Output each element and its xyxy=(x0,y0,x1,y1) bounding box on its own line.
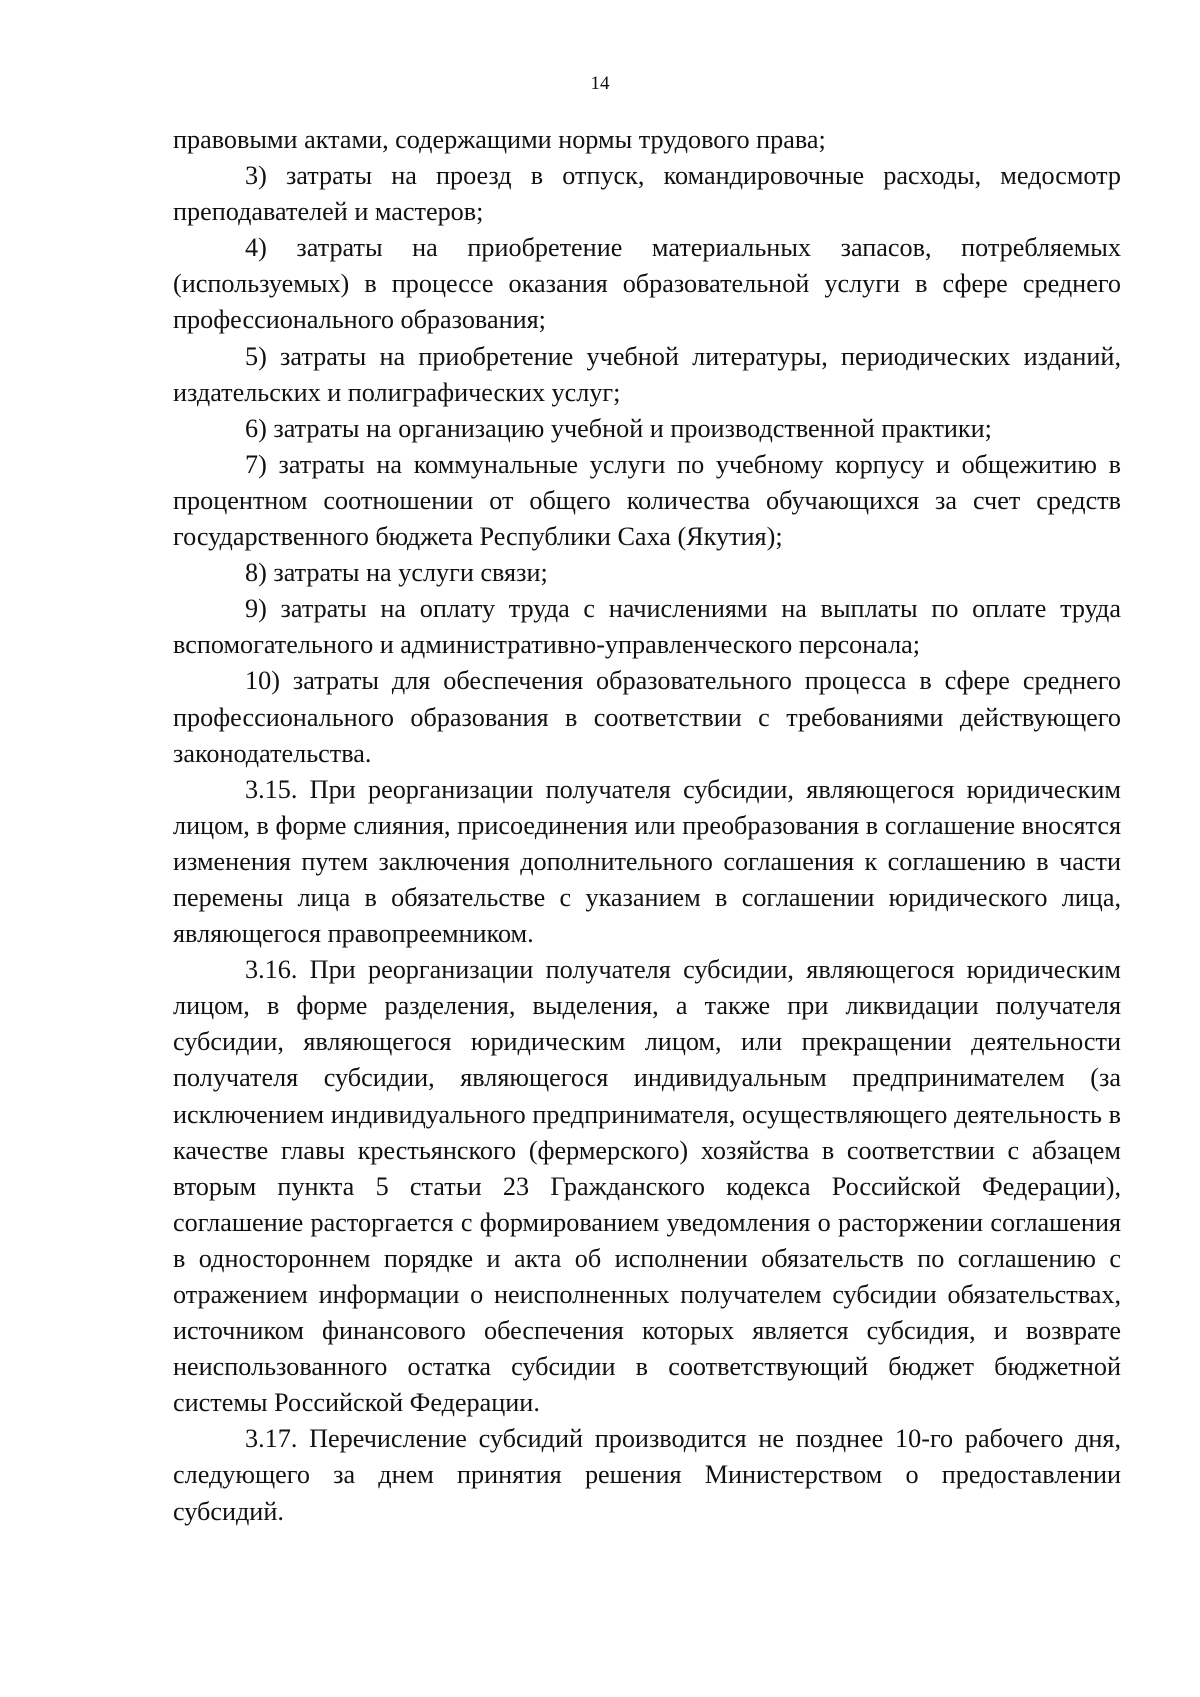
list-item-8: 8) затраты на услуги связи; xyxy=(245,558,548,588)
list-item-4: 4) затраты на приобретение материальных запасов, потребляемых (используемых) в процессе оказания образовательной услуги в сфере среднего профессионального образования; xyxy=(173,233,1121,335)
list-item-5: 5) затраты на приобретение учебной литературы, периодических изданий, издательских и полиграфических услуг; xyxy=(173,341,1121,407)
clause-3-17: 3.17. Перечисление субсидий производится не позднее 10-го рабочего дня, следующего за днем принятия решения Министерством о предоставлении субсидий. xyxy=(173,1424,1121,1526)
list-item-9: 9) затраты на оплату труда с начислениями на выплаты по оплате труда вспомогательного и административно-управленческого персонала; xyxy=(173,594,1121,660)
paragraph-continuation: правовыми актами, содержащими нормы трудового права; xyxy=(173,125,826,154)
list-item-7: 7) затраты на коммунальные услуги по учебному корпусу и общежитию в процентном соотношении от общего количества обучающихся за счет средств государственного бюджета Республики Саха (Якутия); xyxy=(173,449,1121,552)
list-item-6: 6) затраты на организацию учебной и производственной практики; xyxy=(245,413,992,443)
list-item-3: 3) затраты на проезд в отпуск, командировочные расходы, медосмотр преподавателей и мастеров; xyxy=(173,161,1121,227)
document-body xyxy=(173,122,1121,1530)
clause-3-15: 3.15. При реорганизации получателя субсидии, являющегося юридическим лицом, в форме слияния, присоединения или преобразования в соглашение вносятся изменения путем заключения дополнительного соглашения к соглашению в части перемены лица в обязательстве с указанием в соглашении юридического лица, являющегося правопреемником. xyxy=(173,774,1121,949)
page-number: 14 xyxy=(590,73,610,94)
clause-3-16: 3.16. При реорганизации получателя субсидии, являющегося юридическим лицом, в форме разделения, выделения, а также при ликвидации получателя субсидии, являющегося юридическим лицом, или прекращении деятельности получателя субсидии, являющегося индивидуальным предпринимателем (за исключением индивидуального предпринимателя, осуществляющего деятельность в качестве главы крестьянского (фермерского) хозяйства в соответствии с абзацем вторым пункта 5 статьи 23 Гражданского кодекса Российской Федерации), соглашение расторгается с формированием уведомления о расторжении соглашения в одностороннем порядке и акта об исполнении обязательств по соглашению с отражением информации о неисполненных получателем субсидии обязательствах, источником финансового обеспечения которых является субсидия, и возврате неиспользованного остатка субсидии в соответствующий бюджет бюджетной системы Российской Федерации. xyxy=(173,955,1121,1418)
list-item-10: 10) затраты для обеспечения образовательного процесса в сфере среднего профессионального образования в соответствии с требованиями действующего законодательства. xyxy=(173,666,1121,768)
